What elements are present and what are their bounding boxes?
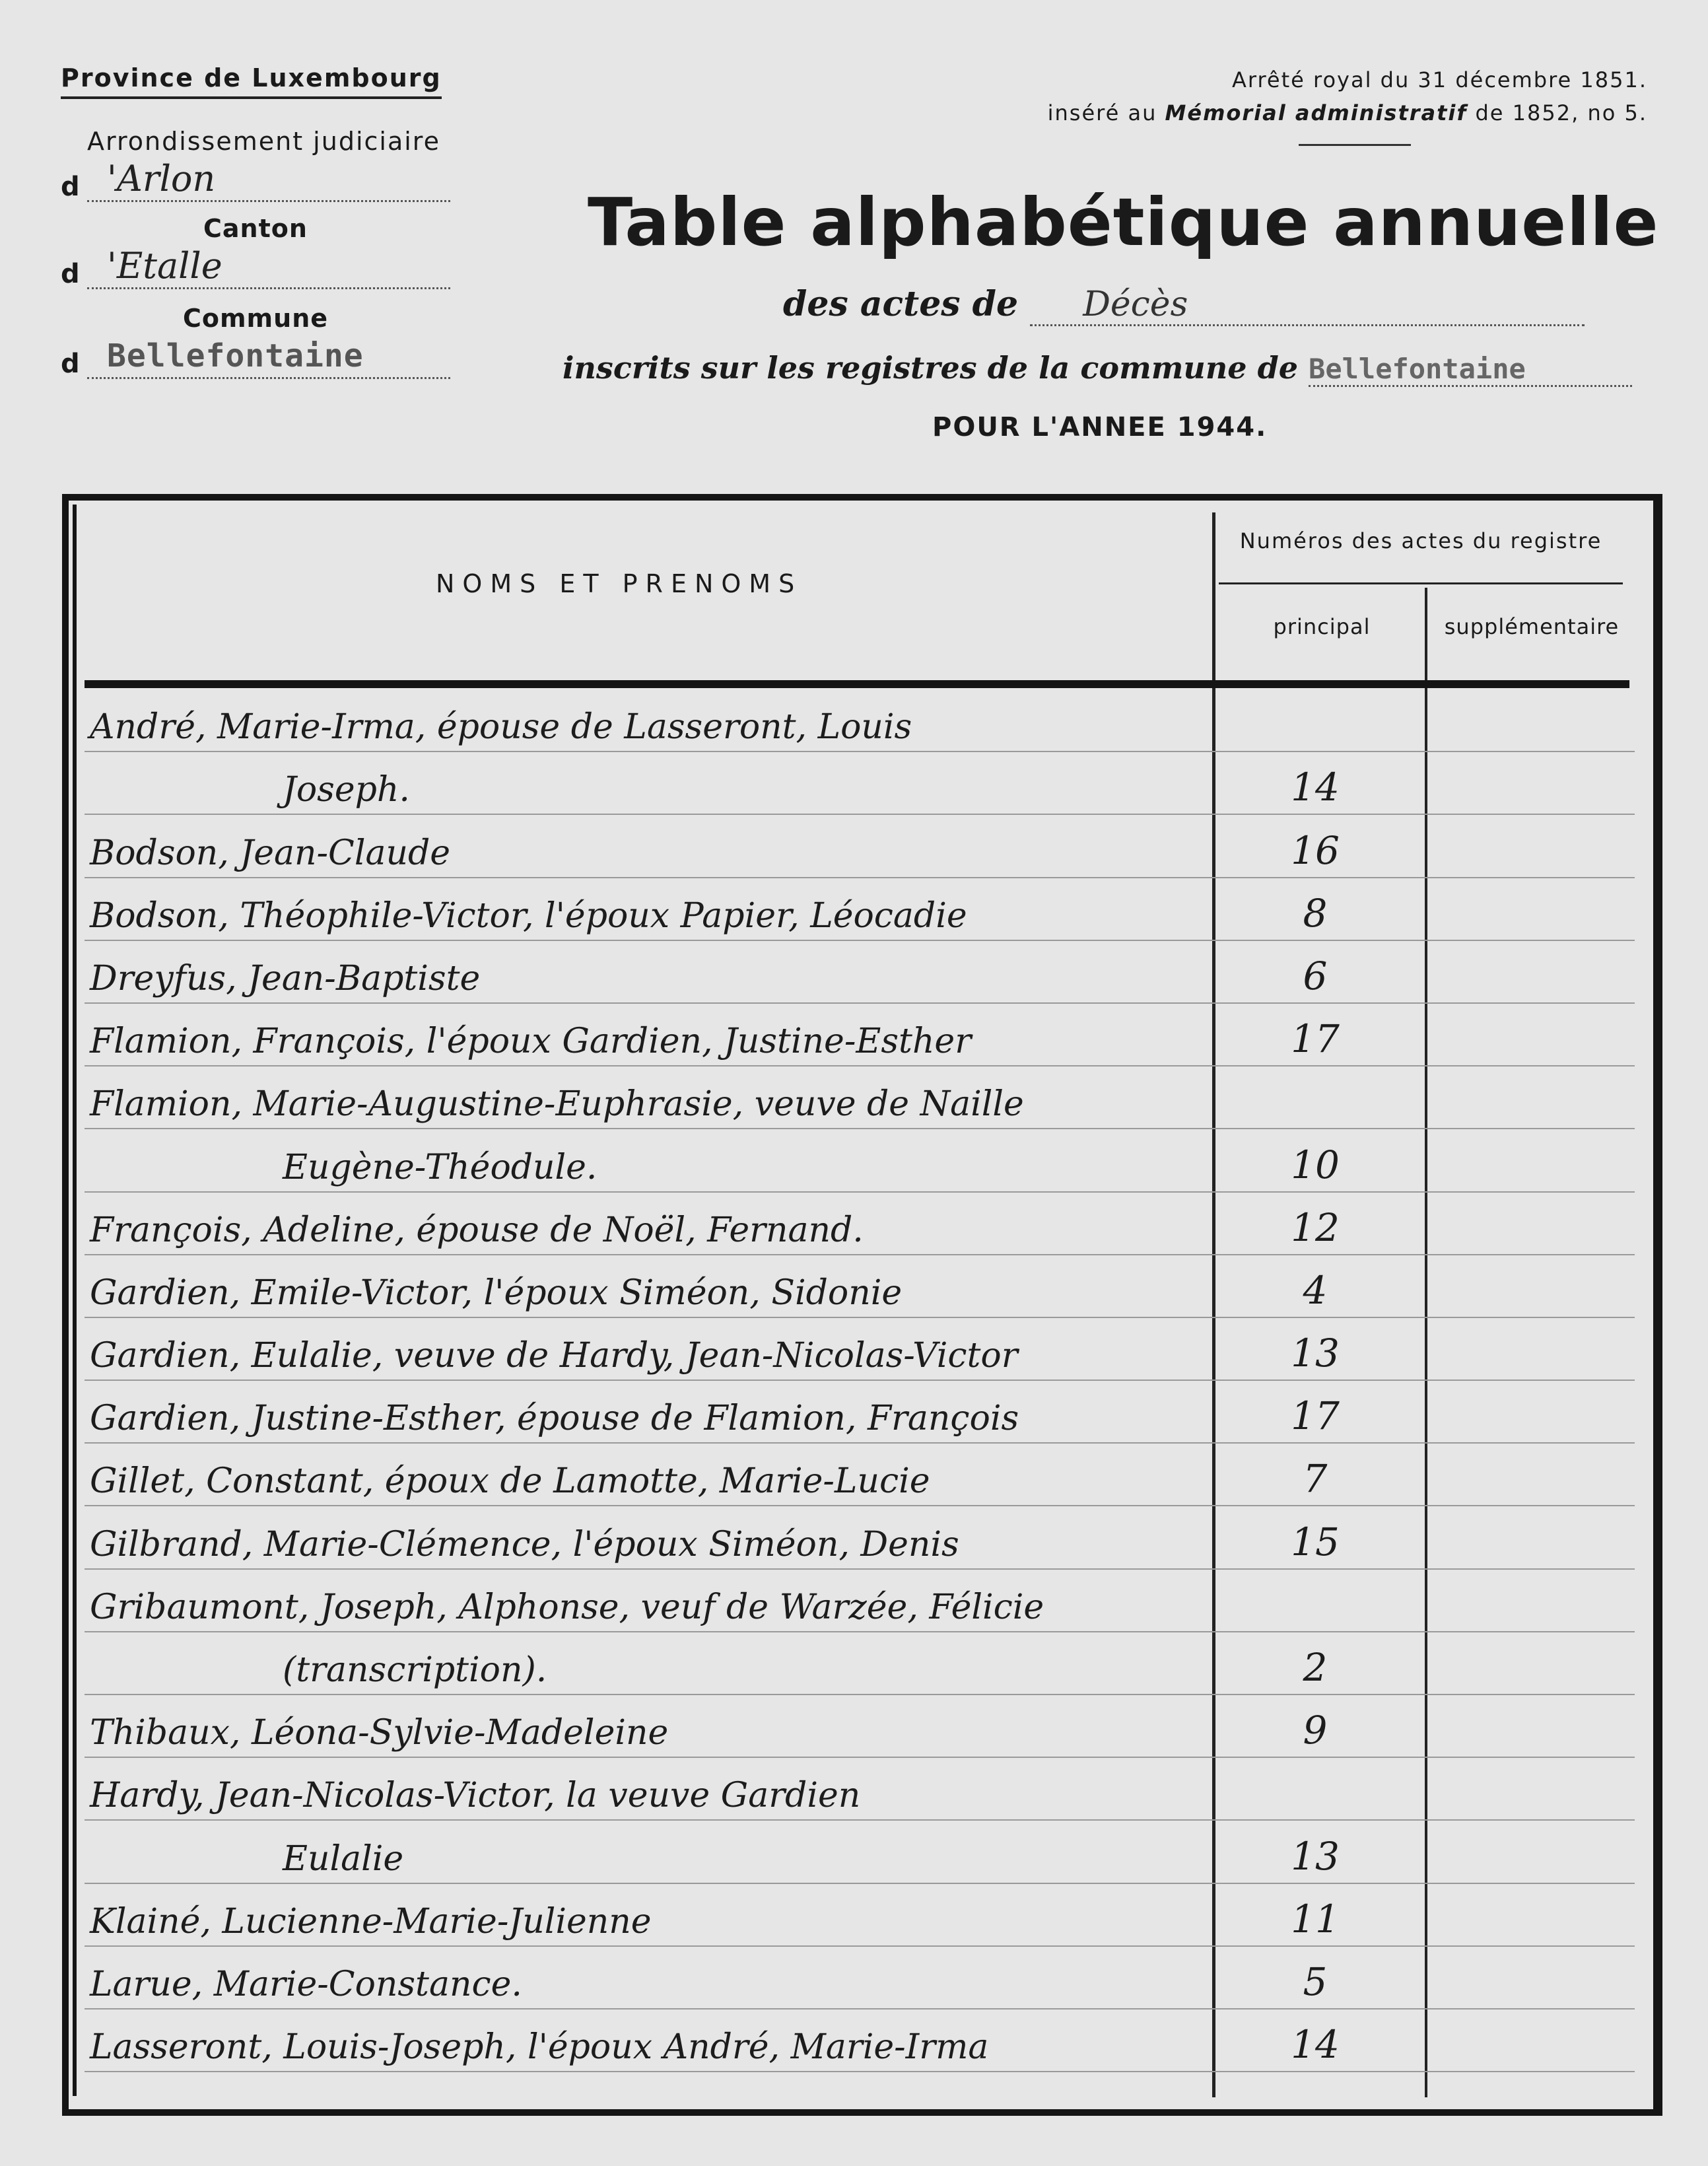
row-name: Eulalie (283, 1838, 404, 1879)
header-rule (1219, 582, 1623, 584)
table-row (85, 1821, 1635, 1883)
arrondissement-value: 'Arlon (87, 159, 450, 202)
row-name: Klainé, Lucienne-Marie-Julienne (90, 1901, 652, 1941)
table-row (85, 1129, 1635, 1192)
table-row (85, 1004, 1635, 1066)
row-principal-number: 17 (1291, 1393, 1340, 1439)
table-row (85, 1318, 1635, 1381)
row-name: (transcription). (283, 1650, 547, 1690)
row-principal-number: 14 (1291, 765, 1340, 810)
table-row (85, 1570, 1635, 1632)
inscrits-label: inscrits sur les registres de la commune de (563, 350, 1299, 386)
arrete-line1: Arrêté royal du 31 décembre 1851. (1231, 67, 1647, 92)
row-principal-number: 16 (1291, 827, 1340, 873)
table-row (85, 1695, 1635, 1758)
table-row (85, 1381, 1635, 1444)
commune-value: Bellefontaine (87, 336, 450, 379)
row-name: François, Adeline, épouse de Noël, Fernand. (90, 1210, 864, 1250)
column-header-names: NOMS ET PRENOMS (436, 569, 803, 598)
divider (1299, 144, 1411, 146)
table-row (85, 941, 1635, 1004)
canton-label: Canton (203, 214, 308, 243)
table-row (85, 1066, 1635, 1129)
row-principal-number: 14 (1291, 2022, 1340, 2068)
column-header-supplementaire: supplémentaire (1444, 614, 1620, 639)
arrondissement-field (61, 156, 450, 202)
row-principal-number: 9 (1303, 1708, 1328, 1753)
column-header-principal: principal (1273, 614, 1371, 639)
arrete-line2-post: de 1852, no 5. (1467, 100, 1647, 125)
table-row (85, 1758, 1635, 1821)
canton-field (61, 243, 450, 289)
table-row (85, 1632, 1635, 1695)
table-row (85, 878, 1635, 941)
inscrits-line (563, 350, 1632, 387)
column-header-numeros: Numéros des actes du registre (1239, 528, 1602, 553)
row-name: Gillet, Constant, époux de Lamotte, Marie-Lucie (90, 1461, 930, 1502)
row-principal-number: 5 (1303, 1959, 1328, 2004)
table-row (85, 752, 1635, 815)
commune-label: Commune (182, 304, 329, 333)
arrete-line2-pre: inséré au (1047, 100, 1165, 125)
row-name: Thibaux, Léona-Sylvie-Madeleine (90, 1713, 669, 1753)
d-prefix: d (61, 172, 80, 202)
row-principal-number: 10 (1291, 1142, 1340, 1187)
table-body (85, 689, 1635, 2072)
row-name: Gilbrand, Marie-Clémence, l'époux Siméon, Denis (90, 1524, 959, 1564)
memorial-label: Mémorial administratif (1165, 100, 1468, 125)
row-name: Flamion, Marie-Augustine-Euphrasie, veuve de Naille (90, 1084, 1024, 1125)
page-title: Table alphabétique annuelle (588, 184, 1659, 261)
row-principal-number: 2 (1303, 1645, 1328, 1690)
row-name: Hardy, Jean-Nicolas-Victor, la veuve Gardien (90, 1776, 861, 1816)
row-principal-number: 15 (1291, 1519, 1340, 1564)
table-row (85, 2009, 1635, 2072)
row-principal-number: 11 (1291, 1896, 1340, 1941)
arrondissement-label: Arrondissement judiciaire (87, 127, 440, 156)
table-row (85, 815, 1635, 878)
frame-inner-border (73, 505, 77, 2096)
annee-label: POUR L'ANNEE 1944. (932, 412, 1268, 442)
row-principal-number: 12 (1291, 1205, 1340, 1250)
row-principal-number: 6 (1303, 953, 1328, 998)
actes-value: Décès (1030, 285, 1585, 326)
arrete-royal (1000, 63, 1647, 129)
province-label: Province de Luxembourg (61, 63, 442, 99)
table-row (85, 689, 1635, 752)
row-principal-number: 13 (1291, 1833, 1340, 1879)
row-name: Flamion, François, l'époux Gardien, Justine-Esther (90, 1022, 972, 1062)
row-name: Larue, Marie-Constance. (90, 1964, 522, 2004)
row-name: Gribaumont, Joseph, Alphonse, veuf de Warzée, Félicie (90, 1587, 1044, 1627)
table-row (85, 1444, 1635, 1506)
actes-label: des actes de (783, 284, 1019, 324)
row-name: Joseph. (283, 770, 410, 810)
header-left (61, 63, 450, 379)
row-name: Eugène-Théodule. (283, 1147, 598, 1187)
row-principal-number: 8 (1303, 890, 1328, 936)
row-name: Dreyfus, Jean-Baptiste (90, 958, 481, 998)
canton-value: 'Etalle (87, 246, 450, 289)
commune-field (61, 333, 450, 379)
row-name: Lasseront, Louis-Joseph, l'époux André, Marie-Irma (90, 2027, 989, 2068)
actes-line (783, 284, 1585, 326)
table-row (85, 1193, 1635, 1255)
row-principal-number: 17 (1291, 1016, 1340, 1062)
table-row (85, 1255, 1635, 1318)
d-prefix: d (61, 259, 80, 289)
header-bottom-rule (85, 680, 1629, 688)
inscrits-value: Bellefontaine (1309, 353, 1632, 387)
arrete-line2 (1000, 96, 1647, 129)
d-prefix: d (61, 349, 80, 379)
row-name: Bodson, Théophile-Victor, l'époux Papier, Léocadie (90, 895, 967, 936)
row-name: André, Marie-Irma, épouse de Lasseront, Louis (90, 707, 912, 748)
row-name: Gardien, Justine-Esther, épouse de Flamion, François (90, 1399, 1019, 1439)
row-name: Gardien, Eulalie, veuve de Hardy, Jean-Nicolas-Victor (90, 1336, 1018, 1376)
row-name: Gardien, Emile-Victor, l'époux Siméon, Sidonie (90, 1273, 903, 1313)
table-row (85, 1947, 1635, 2009)
row-principal-number: 7 (1303, 1456, 1328, 1502)
row-principal-number: 4 (1303, 1267, 1328, 1313)
row-name: Bodson, Jean-Claude (90, 833, 450, 873)
table-row (85, 1884, 1635, 1947)
table-row (85, 1506, 1635, 1569)
row-principal-number: 13 (1291, 1331, 1340, 1376)
